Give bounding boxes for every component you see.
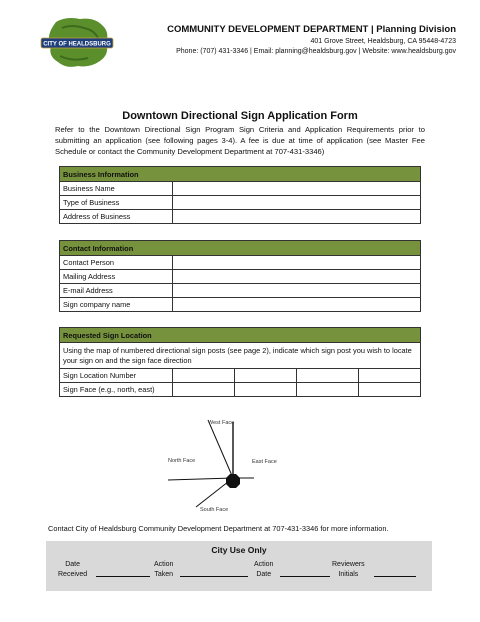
date-received-label-line2: Received — [58, 571, 88, 578]
mailing-address-label: Mailing Address — [60, 270, 173, 284]
diagram-line-north — [168, 478, 233, 480]
reviewers-initials-label-line2: Initials — [338, 571, 359, 578]
north-face-label: North Face — [168, 458, 196, 464]
sign-face-diagram — [158, 412, 318, 516]
contact-person-label: Contact Person — [60, 256, 173, 270]
business-address-field[interactable] — [173, 210, 421, 224]
business-type-field[interactable] — [173, 196, 421, 210]
sign-location-header: Requested Sign Location — [60, 328, 421, 343]
mailing-address-field[interactable] — [173, 270, 421, 284]
department-address: 401 Grove Street, Healdsburg, CA 95448-4723 — [310, 38, 456, 45]
department-contact: Phone: (707) 431-3346 | Email: planning@healdsburg.gov | Website: www.healdsburg.gov — [176, 48, 456, 55]
city-use-only-title: City Use Only — [211, 545, 267, 555]
contact-information-header: Contact Information — [60, 241, 421, 256]
letterhead-text — [122, 24, 456, 55]
action-date-label — [254, 560, 273, 580]
sign-face-field-3[interactable] — [297, 383, 359, 397]
contact-information-table — [59, 240, 421, 312]
footer-contact: Contact City of Healdsburg Community Development Department at 707-431-3346 for more information. — [48, 524, 389, 533]
letterhead — [30, 16, 456, 70]
date-received-label — [58, 560, 87, 580]
business-type-label: Type of Business — [60, 196, 173, 210]
diagram-line-west — [208, 420, 233, 478]
action-taken-label-line1: Action — [154, 561, 174, 568]
sign-face-field-2[interactable] — [235, 383, 297, 397]
action-date-line[interactable] — [280, 576, 330, 577]
form-intro: Refer to the Downtown Directional Sign Program Sign Criteria and Application Requirements prior to submitting an application (see following pages 3-4). A fee is due at time of application (see Master Fee Schedule or contact the Community Development Department at 707-431-3346) — [55, 125, 425, 156]
contact-person-field[interactable] — [173, 256, 421, 270]
business-name-field[interactable] — [173, 182, 421, 196]
sign-company-field[interactable] — [173, 298, 421, 312]
south-face-label: South Face — [200, 507, 229, 513]
action-taken-label — [154, 560, 173, 580]
sign-company-label: Sign company name — [60, 298, 173, 312]
sign-face-field-1[interactable] — [173, 383, 235, 397]
sign-location-number-field-2[interactable] — [235, 369, 297, 383]
business-information-table — [59, 166, 421, 224]
sign-location-instructions: Using the map of numbered directional sign posts (see page 2), indicate which sign post you wish to locate your sign on and the sign face direction — [60, 343, 421, 369]
logo-text: CITY OF HEALDSBURG — [43, 41, 111, 48]
west-face-label: West Face — [208, 420, 235, 426]
city-logo — [36, 16, 118, 70]
sign-location-number-label: Sign Location Number — [60, 369, 173, 383]
form-title: Downtown Directional Sign Application Form — [122, 110, 358, 122]
action-date-label-line1: Action — [254, 561, 274, 568]
sign-location-number-field-1[interactable] — [173, 369, 235, 383]
action-taken-label-line2: Taken — [154, 571, 174, 578]
sign-face-label: Sign Face (e.g., north, east) — [60, 383, 173, 397]
reviewers-initials-line[interactable] — [374, 576, 416, 577]
business-information-header: Business Information — [60, 167, 421, 182]
sign-face-field-4[interactable] — [359, 383, 421, 397]
action-taken-line[interactable] — [180, 576, 248, 577]
sign-post-octagon — [226, 474, 240, 488]
email-address-label: E-mail Address — [60, 284, 173, 298]
sign-location-table — [59, 327, 421, 397]
sign-location-number-field-3[interactable] — [297, 369, 359, 383]
sign-location-number-field-4[interactable] — [359, 369, 421, 383]
email-address-field[interactable] — [173, 284, 421, 298]
east-face-label: East Face — [252, 459, 277, 465]
reviewers-initials-label-line1: Reviewers — [332, 561, 365, 568]
action-date-label-line2: Date — [256, 571, 272, 578]
business-address-label: Address of Business — [60, 210, 173, 224]
date-received-line[interactable] — [96, 576, 150, 577]
business-name-label: Business Name — [60, 182, 173, 196]
date-received-label-line1: Date — [65, 561, 80, 568]
department-title: COMMUNITY DEVELOPMENT DEPARTMENT | Planning Division — [167, 24, 456, 35]
city-use-only-box — [46, 541, 432, 591]
reviewers-initials-label — [332, 560, 365, 580]
